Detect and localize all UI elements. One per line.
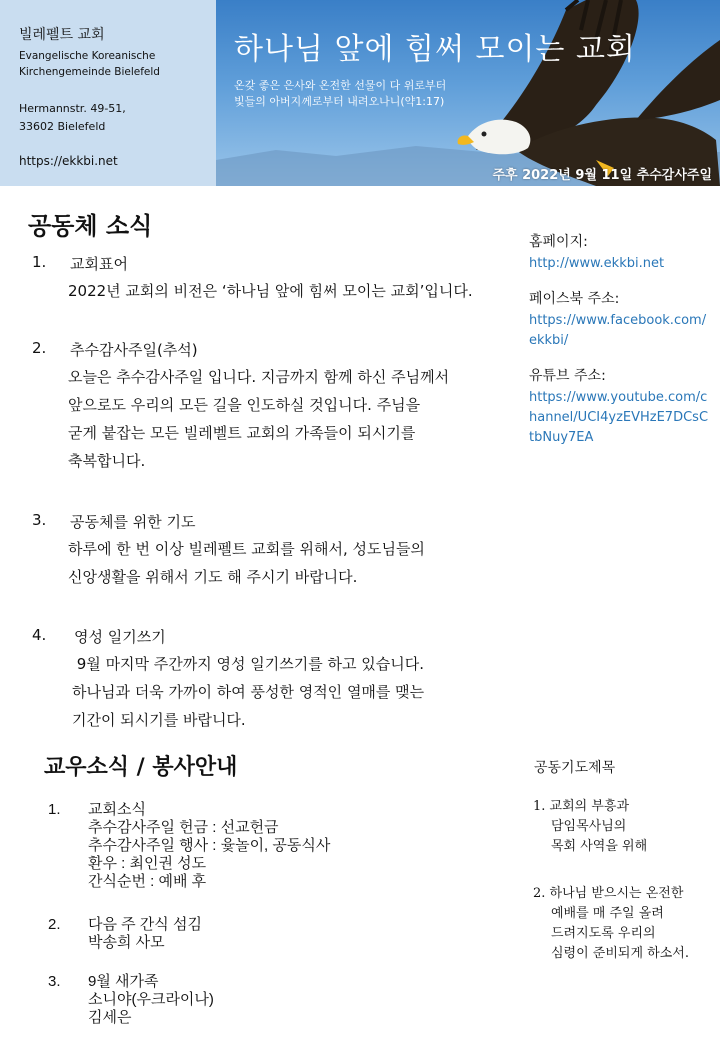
news-line: 소니야(우크라이나)	[88, 991, 214, 1008]
news-line: 추수감사주일 헌금 : 선교헌금	[88, 819, 279, 836]
news-lines	[88, 973, 214, 1027]
church-url[interactable]: https://ekkbi.net	[19, 154, 118, 168]
address-line: Hermannstr. 49-51,	[19, 102, 126, 115]
item-heading: 공동체를 위한 기도	[70, 513, 196, 531]
news-line: 9월 새가족	[88, 973, 159, 990]
item-body-line: 오늘은 추수감사주일 입니다. 지금까지 함께 하신 주님께서	[68, 368, 450, 386]
banner-verse: 빛들의 아버지께로부터 내려오나니(약1:17)	[234, 95, 445, 108]
news-line: 추수감사주일 행사 : 윷놀이, 공동식사	[88, 837, 331, 854]
item-body-line: 굳게 붙잡는 모든 빌레벨트 교회의 가족들이 되시기를	[68, 424, 416, 442]
item-number: 3.	[32, 511, 47, 529]
church-sub-line: Kirchengemeinde Bielefeld	[19, 66, 160, 78]
prayer-item	[533, 884, 689, 964]
community-news-title: 공동체 소식	[28, 212, 153, 240]
item-body	[72, 650, 424, 734]
item-number: 1.	[32, 253, 47, 271]
item-body-line: 9월 마지막 주간까지 영성 일기쓰기를 하고 있습니다.	[72, 655, 424, 673]
facebook-label: 페이스북 주소:	[529, 291, 620, 307]
item-number: 2.	[32, 339, 47, 357]
item-heading: 영성 일기쓰기	[74, 628, 166, 646]
item-body-line: 하나님과 더욱 가까이 하여 풍성한 영적인 열매를 맺는	[72, 683, 425, 701]
news-line: 간식순번 : 예배 후	[88, 873, 207, 890]
banner-title: 하나님 앞에 힘써 모이는 교회	[234, 32, 636, 67]
youtube-label: 유튜브 주소:	[529, 368, 606, 384]
member-news-title: 교우소식 / 봉사안내	[44, 755, 238, 780]
banner-verse: 온갖 좋은 은사와 온전한 선물이 다 위로부터	[234, 79, 447, 92]
youtube-link[interactable]: https://www.youtube.com/channel/UCI4yzEVHzE7DCsCtbNuy7EA	[529, 390, 709, 445]
item-body-line: 앞으로도 우리의 모든 길을 인도하실 것입니다. 주님을	[68, 396, 421, 414]
news-line: 교회소식	[88, 801, 146, 818]
homepage-label: 홈페이지:	[529, 234, 588, 250]
homepage-link-block	[529, 231, 709, 274]
item-body	[68, 535, 425, 591]
prayer-line: 드려지도록 우리의	[551, 926, 656, 941]
item-body-line: 하루에 한 번 이상 빌레펠트 교회를 위해서, 성도님들의	[68, 540, 425, 558]
item-number: 4.	[32, 626, 47, 644]
homepage-link[interactable]: http://www.ekkbi.net	[529, 256, 665, 271]
prayer-line: 심령이 준비되게 하소서.	[551, 946, 689, 961]
item-body	[68, 363, 449, 475]
church-sub-line: Evangelische Koreanische	[19, 50, 156, 62]
service-date: 주후 2022년 9월 11일 추수감사주일	[492, 168, 712, 183]
news-lines	[88, 801, 330, 891]
prayer-line: 목회 사역을 위해	[551, 839, 648, 854]
item-body-line: 축복합니다.	[68, 452, 146, 470]
prayer-item	[533, 797, 647, 857]
item-body-line: 기간이 되시기를 바랍니다.	[72, 711, 246, 729]
church-name: 빌레펠트 교회	[19, 27, 105, 43]
church-info-panel	[0, 0, 216, 186]
news-lines	[88, 916, 202, 952]
facebook-link-block	[529, 288, 709, 351]
prayer-topics-title: 공동기도제목	[534, 760, 616, 776]
item-body-line: 신앙생활을 위해서 기도 해 주시기 바랍니다.	[68, 568, 358, 586]
item-body-line: 2022년 교회의 비전은 ‘하나님 앞에 힘써 모이는 교회’입니다.	[68, 282, 473, 300]
address-line: 33602 Bielefeld	[19, 120, 106, 133]
item-heading: 추수감사주일(추석)	[70, 341, 198, 359]
item-number: 1.	[48, 801, 61, 818]
youtube-link-block	[529, 365, 709, 448]
news-line: 박송희 사모	[88, 934, 165, 951]
news-line: 다음 주 간식 섬김	[88, 916, 202, 933]
prayer-line: 담임목사님의	[551, 819, 627, 834]
news-line: 환우 : 최인권 성도	[88, 855, 207, 872]
bulletin-header	[0, 0, 720, 186]
eagle-banner	[216, 0, 720, 186]
item-body	[68, 277, 473, 305]
news-line: 김세은	[88, 1009, 132, 1026]
item-number: 3.	[48, 973, 61, 990]
facebook-link[interactable]: https://www.facebook.com/ekkbi/	[529, 313, 707, 348]
prayer-line: 예배를 매 주일 올려	[551, 906, 664, 921]
item-number: 2.	[48, 916, 61, 933]
prayer-line: 1. 교회의 부흥과	[533, 799, 630, 814]
item-heading: 교회표어	[70, 255, 128, 273]
prayer-line: 2. 하나님 받으시는 온전한	[533, 886, 684, 901]
